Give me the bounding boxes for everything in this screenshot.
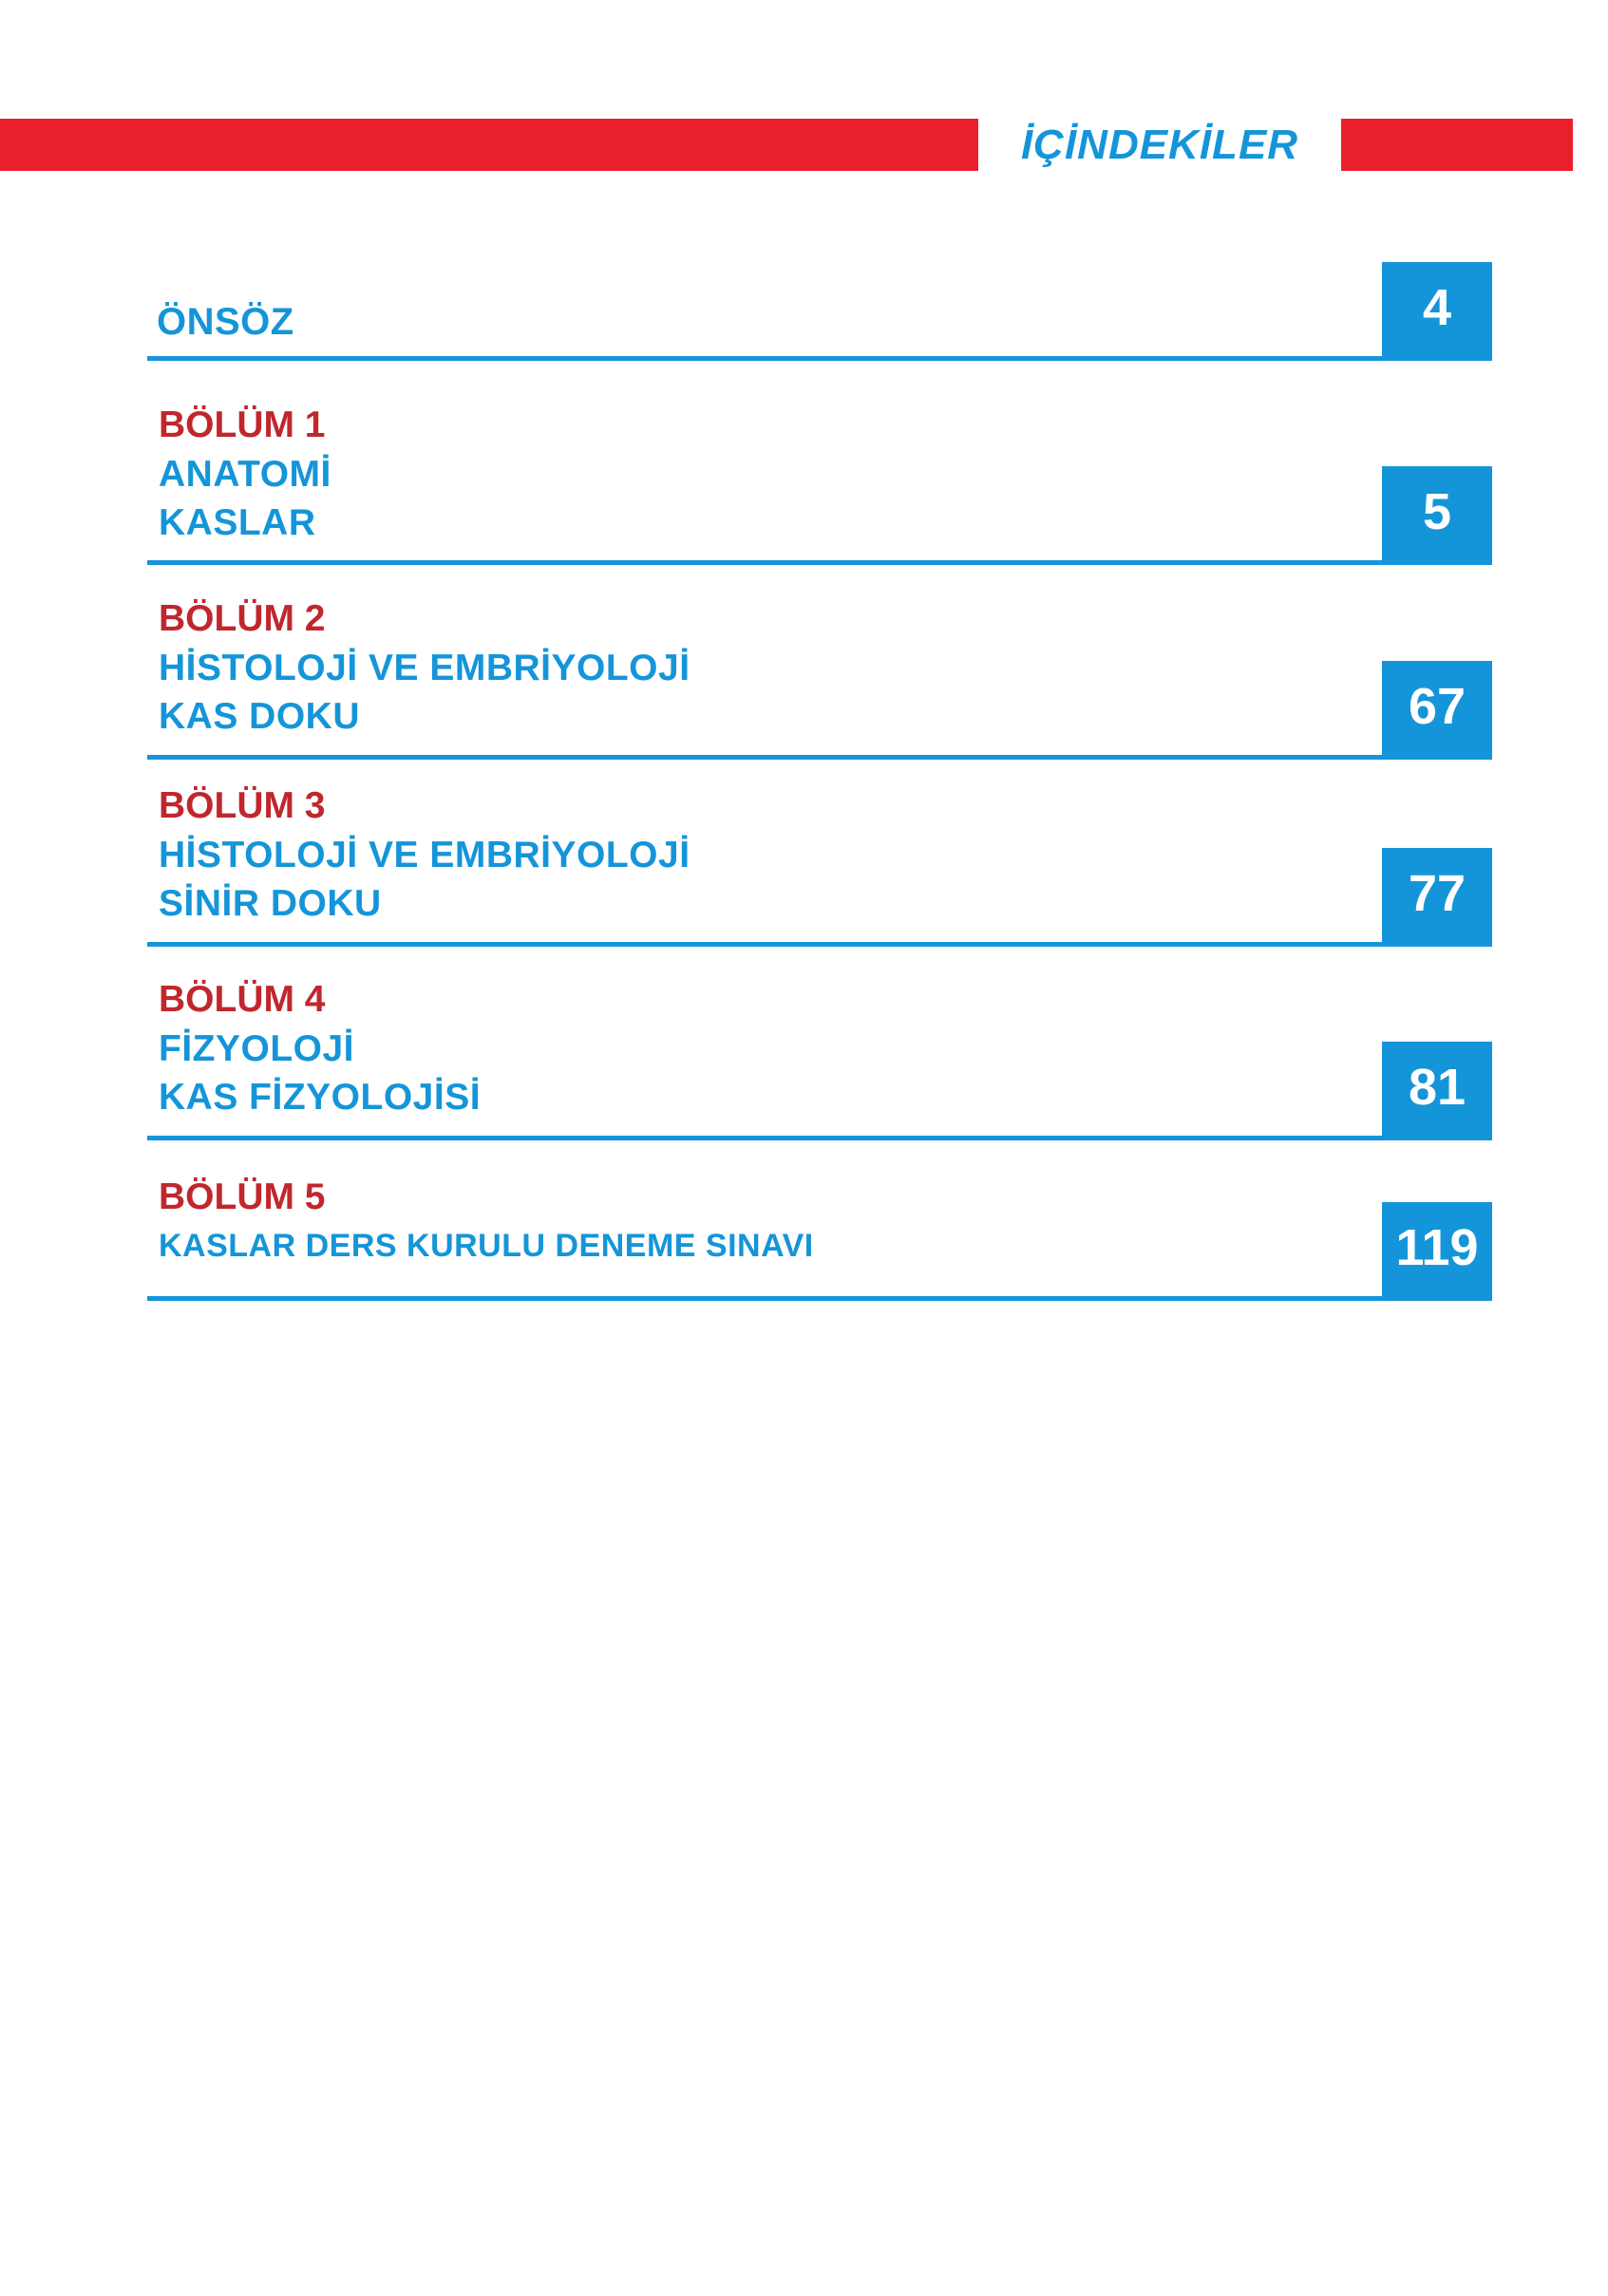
- toc-entry-title: ÖNSÖZ: [157, 301, 294, 343]
- chapter-topic: KAS DOKU: [159, 696, 361, 737]
- chapter-subject: KASLAR DERS KURULU DENEME SINAVI: [159, 1228, 814, 1264]
- toc-divider: [147, 1136, 1492, 1140]
- toc-divider: [147, 1296, 1492, 1301]
- toc-divider: [147, 942, 1492, 947]
- chapter-subject: ANATOMİ: [159, 454, 331, 495]
- toc-entry-chapter-1[interactable]: [147, 401, 1492, 565]
- toc-divider: [147, 755, 1492, 760]
- chapter-label: BÖLÜM 4: [159, 979, 326, 1020]
- toc-entry-chapter-4[interactable]: [147, 975, 1492, 1140]
- chapter-label: BÖLÜM 5: [159, 1176, 326, 1217]
- page-number-badge: 67: [1382, 661, 1492, 760]
- chapter-topic: KASLAR: [159, 502, 316, 543]
- chapter-topic: KAS FİZYOLOJİSİ: [159, 1077, 482, 1118]
- toc-divider: [147, 356, 1492, 361]
- page-number-badge: 4: [1382, 262, 1492, 361]
- chapter-label: BÖLÜM 2: [159, 598, 326, 639]
- page-number-badge: 81: [1382, 1042, 1492, 1140]
- chapter-subject: HİSTOLOJİ VE EMBRİYOLOJİ: [159, 835, 690, 875]
- chapter-label: BÖLÜM 3: [159, 785, 326, 826]
- toc-entry-chapter-3[interactable]: [147, 781, 1492, 947]
- page-number-badge: 5: [1382, 466, 1492, 565]
- chapter-subject: FİZYOLOJİ: [159, 1028, 355, 1069]
- page-number-badge: 77: [1382, 848, 1492, 947]
- header-bar-left: [0, 119, 978, 171]
- header-bar-right: [1341, 119, 1573, 171]
- toc-entry-preface[interactable]: [147, 256, 1492, 361]
- chapter-subject: HİSTOLOJİ VE EMBRİYOLOJİ: [159, 648, 690, 688]
- page-number-badge: 119: [1382, 1202, 1492, 1301]
- page-title: İÇİNDEKİLER: [1020, 122, 1299, 168]
- toc-divider: [147, 560, 1492, 565]
- toc-entry-chapter-5[interactable]: [147, 1173, 1492, 1301]
- chapter-topic: SİNİR DOKU: [159, 883, 382, 924]
- toc-entry-chapter-2[interactable]: [147, 594, 1492, 760]
- chapter-label: BÖLÜM 1: [159, 405, 326, 445]
